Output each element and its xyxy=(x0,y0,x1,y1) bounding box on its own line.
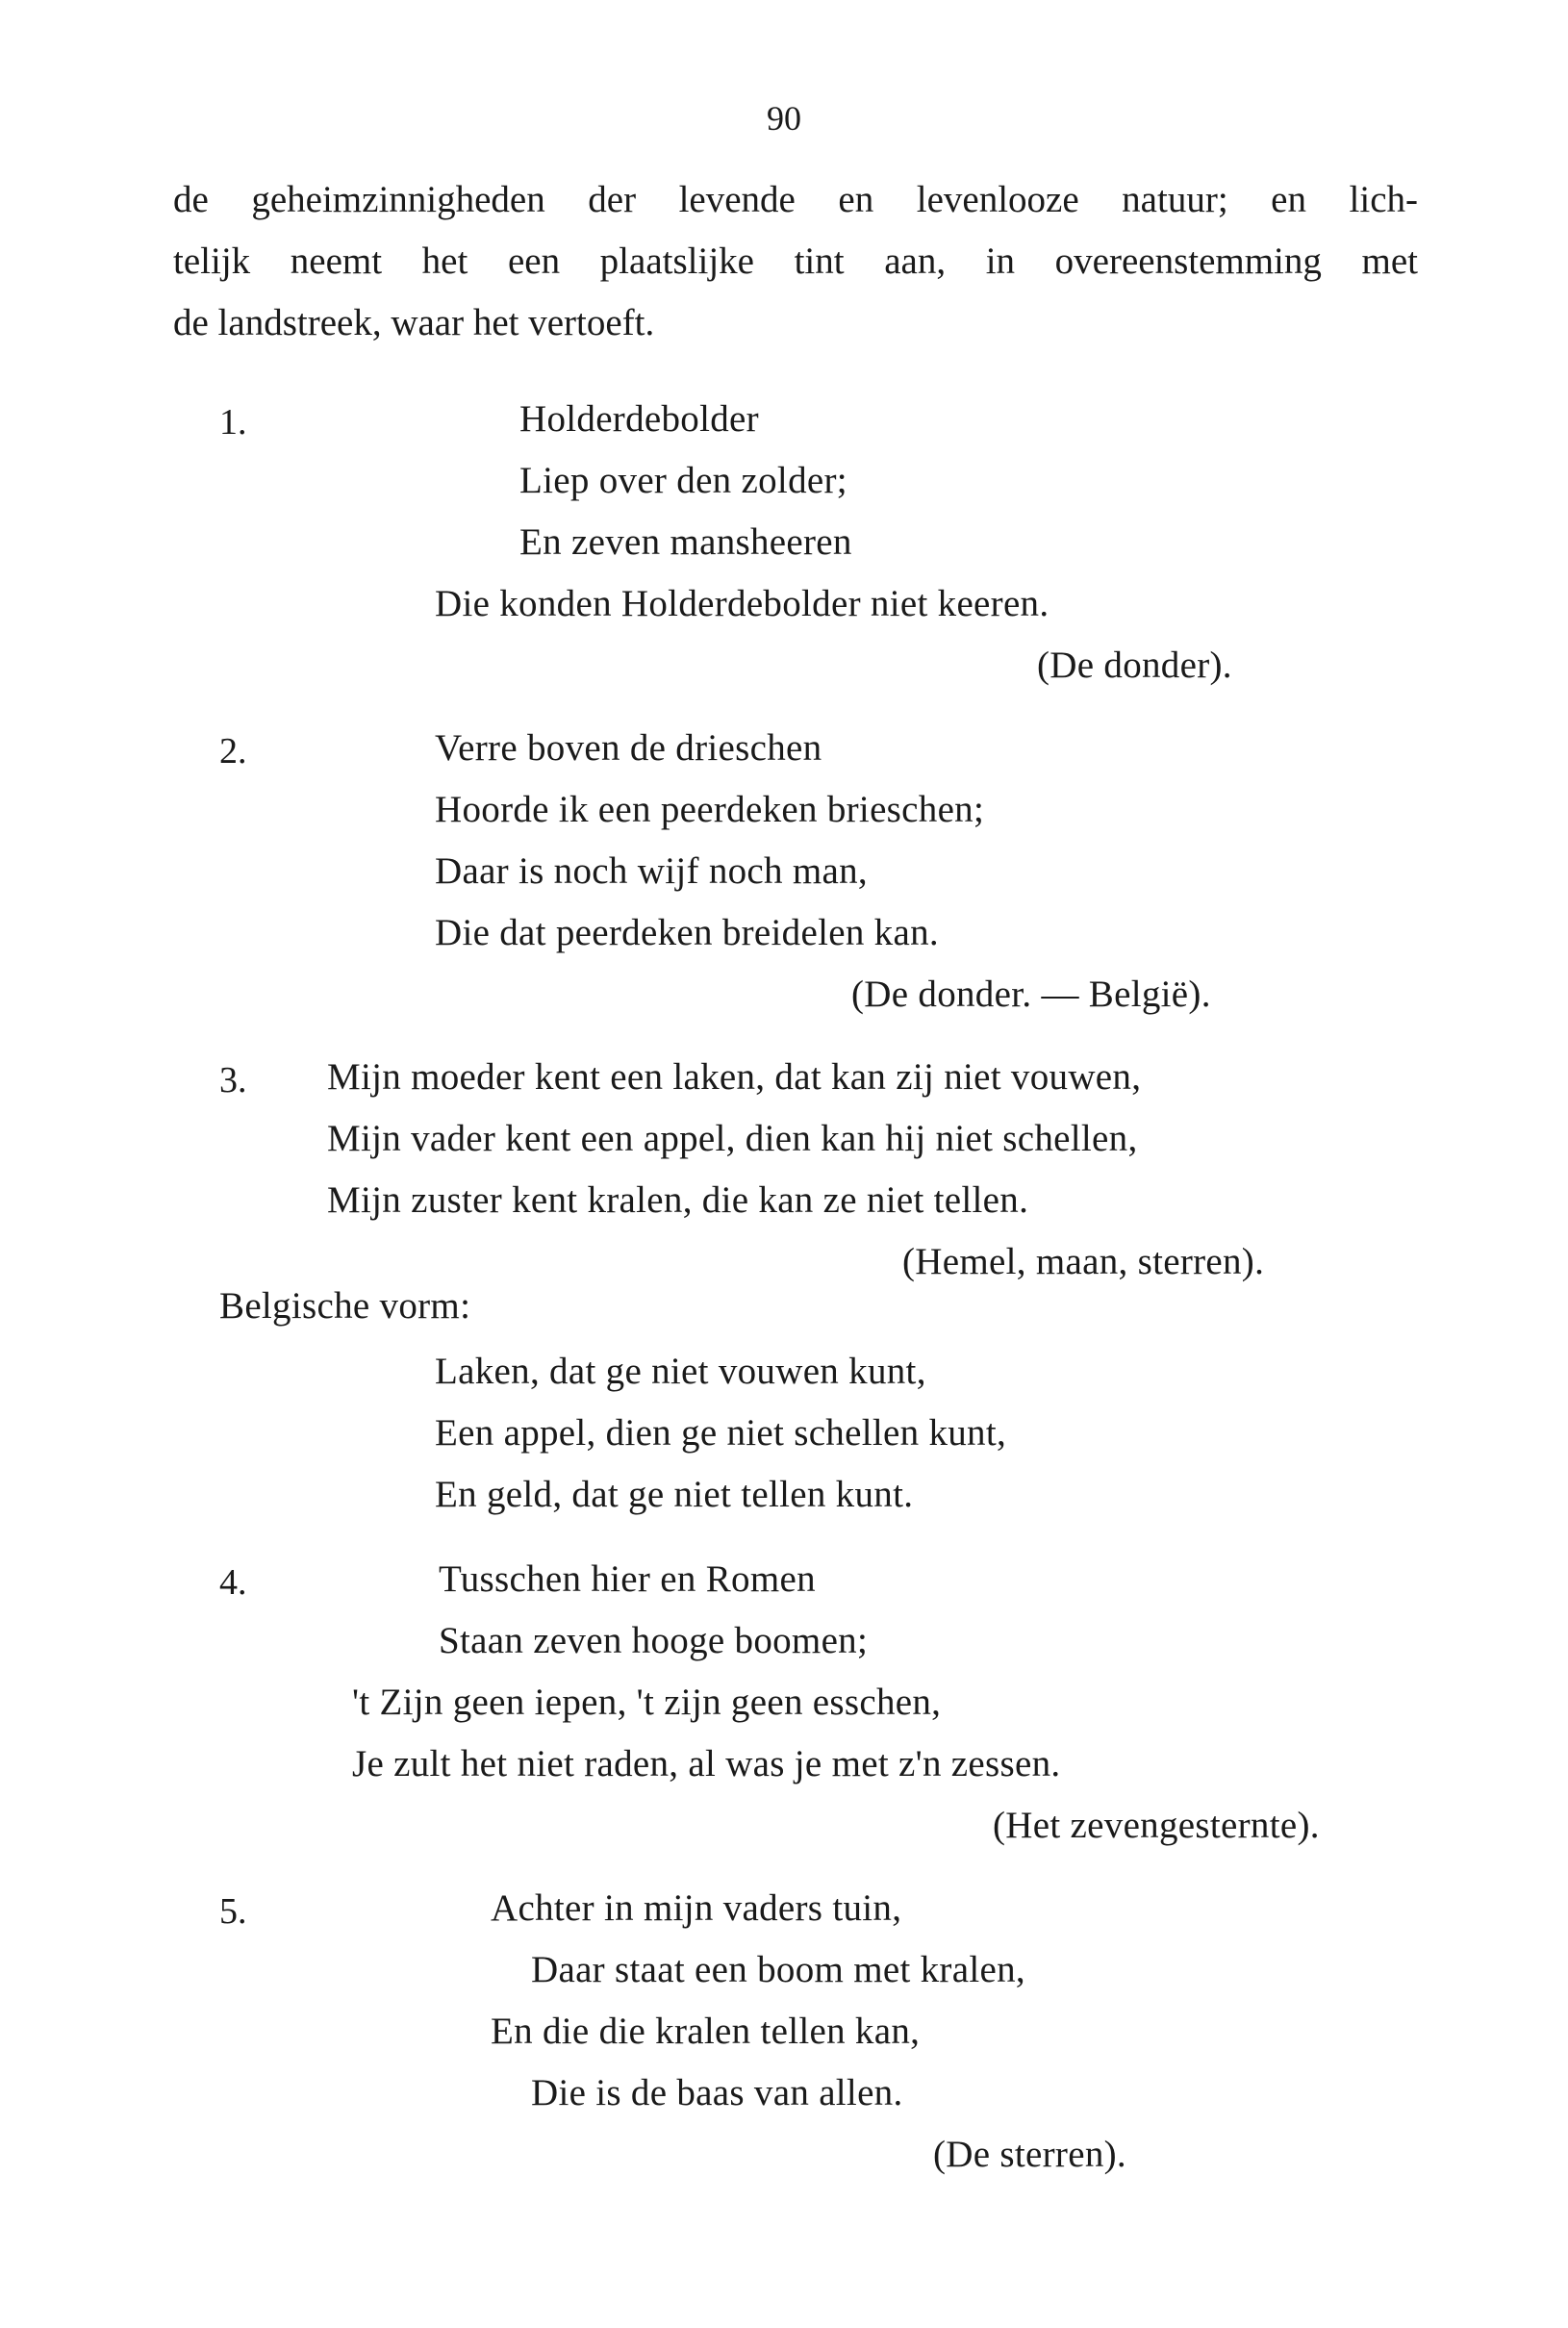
riddle-5-line: En die die kralen tellen kan, xyxy=(491,2011,921,2052)
riddle-1-answer: (De donder). xyxy=(1037,645,1232,686)
riddle-4-number: 4. xyxy=(219,1562,247,1603)
riddle-4-line: Je zult het niet raden, al was je met z'n zessen. xyxy=(352,1743,1061,1784)
page-number: 90 xyxy=(767,99,801,138)
riddle-4-line: Tusschen hier en Romen xyxy=(439,1558,816,1600)
riddle-1-line: Liep over den zolder; xyxy=(519,460,847,501)
riddle-5-line: Die is de baas van allen. xyxy=(531,2072,903,2113)
riddle-4-line: 't Zijn geen iepen, 't zijn geen esschen, xyxy=(352,1682,942,1723)
riddle-3-variant-line: En geld, dat ge niet tellen kunt. xyxy=(435,1474,914,1515)
riddle-2-answer: (De donder. — België). xyxy=(851,974,1211,1015)
riddle-2-line: Hoorde ik een peerdeken brieschen; xyxy=(435,789,985,830)
riddle-3-line: Mijn moeder kent een laken, dat kan zij niet vouwen, xyxy=(327,1056,1142,1098)
riddle-4-line: Staan zeven hooge boomen; xyxy=(439,1620,869,1661)
riddle-1-line: En zeven mansheeren xyxy=(519,521,852,563)
riddle-5-line: Daar staat een boom met kralen, xyxy=(531,1949,1025,1990)
riddle-2-line: Die dat peerdeken breidelen kan. xyxy=(435,912,939,953)
intro-line-3: de landstreek, waar het vertoeft. xyxy=(173,302,655,343)
riddle-4-answer: (Het zevengesternte). xyxy=(993,1805,1320,1846)
riddle-1-line: Holderdebolder xyxy=(519,398,759,440)
intro-line-1: de geheimzinnigheden der levende en levenlooze natuur; en lich- xyxy=(173,179,1418,220)
riddle-3-number: 3. xyxy=(219,1060,247,1101)
riddle-5-line: Achter in mijn vaders tuin, xyxy=(491,1887,902,1929)
riddle-2-line: Daar is noch wijf noch man, xyxy=(435,850,868,892)
riddle-5-answer: (De sterren). xyxy=(933,2134,1126,2175)
riddle-1-number: 1. xyxy=(219,402,247,443)
riddle-1-line: Die konden Holderdebolder niet keeren. xyxy=(435,583,1050,624)
riddle-2-line: Verre boven de drieschen xyxy=(435,727,822,769)
riddle-5-number: 5. xyxy=(219,1891,247,1932)
riddle-3-answer: (Hemel, maan, sterren). xyxy=(902,1241,1265,1282)
riddle-3-line: Mijn vader kent een appel, dien kan hij niet schellen, xyxy=(327,1118,1138,1159)
intro-line-2: telijk neemt het een plaatslijke tint aan, in overeenstemming met xyxy=(173,240,1418,282)
riddle-3-variant-line: Een appel, dien ge niet schellen kunt, xyxy=(435,1412,1007,1454)
riddle-3-line: Mijn zuster kent kralen, die kan ze niet tellen. xyxy=(327,1179,1029,1221)
riddle-3-variant-label: Belgische vorm: xyxy=(219,1285,471,1327)
riddle-3-variant-line: Laken, dat ge niet vouwen kunt, xyxy=(435,1351,926,1392)
riddle-2-number: 2. xyxy=(219,731,247,772)
